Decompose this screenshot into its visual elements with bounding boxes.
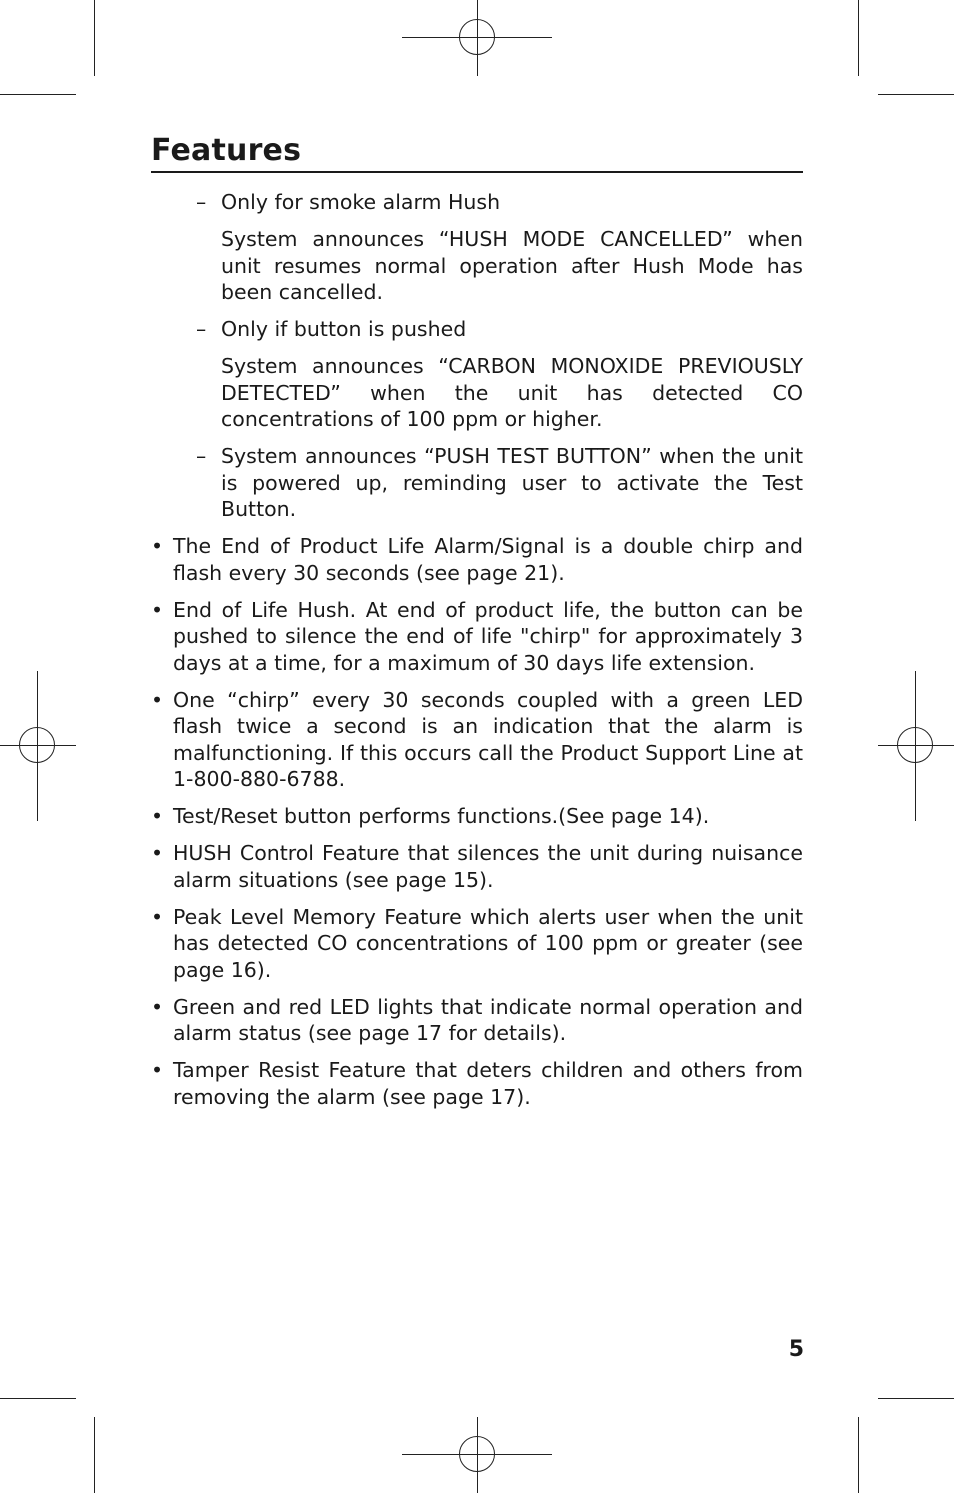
sub-item-text: Only if button is pushed (221, 317, 467, 341)
bullet-marker: • (151, 904, 164, 929)
sub-item (151, 443, 803, 523)
crop-mark (878, 94, 954, 95)
list-item (151, 533, 803, 586)
list-item-text: The End of Product Life Alarm/Signal is a double chirp and flash every 30 seconds (see page 21). (173, 534, 803, 585)
list-item-text: Green and red LED lights that indicate normal operation and alarm status (see page 17 for details). (173, 994, 803, 1045)
list-item-text: Tamper Resist Feature that deters children and others from removing the alarm (see page 17). (173, 1058, 803, 1109)
list-item (151, 1057, 803, 1110)
bullet-marker: • (151, 841, 164, 865)
bullet-marker: • (151, 1058, 164, 1082)
dash-marker: – (196, 190, 207, 214)
list-item (151, 803, 803, 830)
list-item-text: Peak Level Memory Feature which alerts user when the unit has detected CO concentrations of 100 ppm or greater (see page 16). (173, 904, 803, 982)
list-item-text: One “chirp” every 30 seconds coupled with a green LED flash twice a second is an indication that the alarm is malfunctioning. If this occurs call the Product Support Line at 1-800-880-6788. (173, 687, 803, 791)
page-number: 5 (788, 1337, 804, 1362)
dash-marker: – (196, 317, 207, 341)
crop-mark (0, 1398, 76, 1399)
list-item (151, 687, 803, 793)
sub-item-detail: System announces “CARBON MONOXIDE PREVIOUSLY DETECTED” when the unit has detected CO concentrations of 100 ppm or higher. (221, 354, 803, 431)
sub-item-detail: System announces “HUSH MODE CANCELLED” when unit resumes normal operation after Hush Mode has been cancelled. (221, 227, 803, 304)
list-item-text: Test/Reset button performs functions.(See page 14). (173, 804, 710, 828)
bullet-marker: • (151, 804, 164, 828)
list-item (151, 840, 803, 893)
feature-list (151, 189, 803, 1121)
sub-item (151, 189, 803, 216)
bullet-marker: • (151, 994, 164, 1019)
crop-mark (94, 1417, 95, 1493)
title-rule (151, 171, 803, 173)
list-item (151, 994, 803, 1047)
list-item (151, 597, 803, 677)
list-item (151, 904, 803, 984)
page-title: Features (151, 133, 302, 168)
bullet-marker: • (151, 597, 164, 622)
sub-item (151, 316, 803, 343)
bullet-marker: • (151, 534, 164, 558)
dash-marker: – (196, 444, 207, 468)
list-item-text: HUSH Control Feature that silences the unit during nuisance alarm situations (see page 15). (173, 841, 803, 892)
bullet-marker: • (151, 687, 164, 712)
crop-mark (0, 94, 76, 95)
sub-item-text: System announces “PUSH TEST BUTTON” when the unit is powered up, reminding user to activate the Test Button. (221, 444, 803, 521)
list-item-text: End of Life Hush. At end of product life, the button can be pushed to silence the end of life "chirp" for approximately 3 days at a time, for a maximum of 30 days life extension. (173, 597, 803, 675)
crop-mark (878, 1398, 954, 1399)
sub-item-text: Only for smoke alarm Hush (221, 190, 501, 214)
crop-mark (858, 1417, 859, 1493)
crop-mark (94, 0, 95, 76)
crop-mark (858, 0, 859, 76)
